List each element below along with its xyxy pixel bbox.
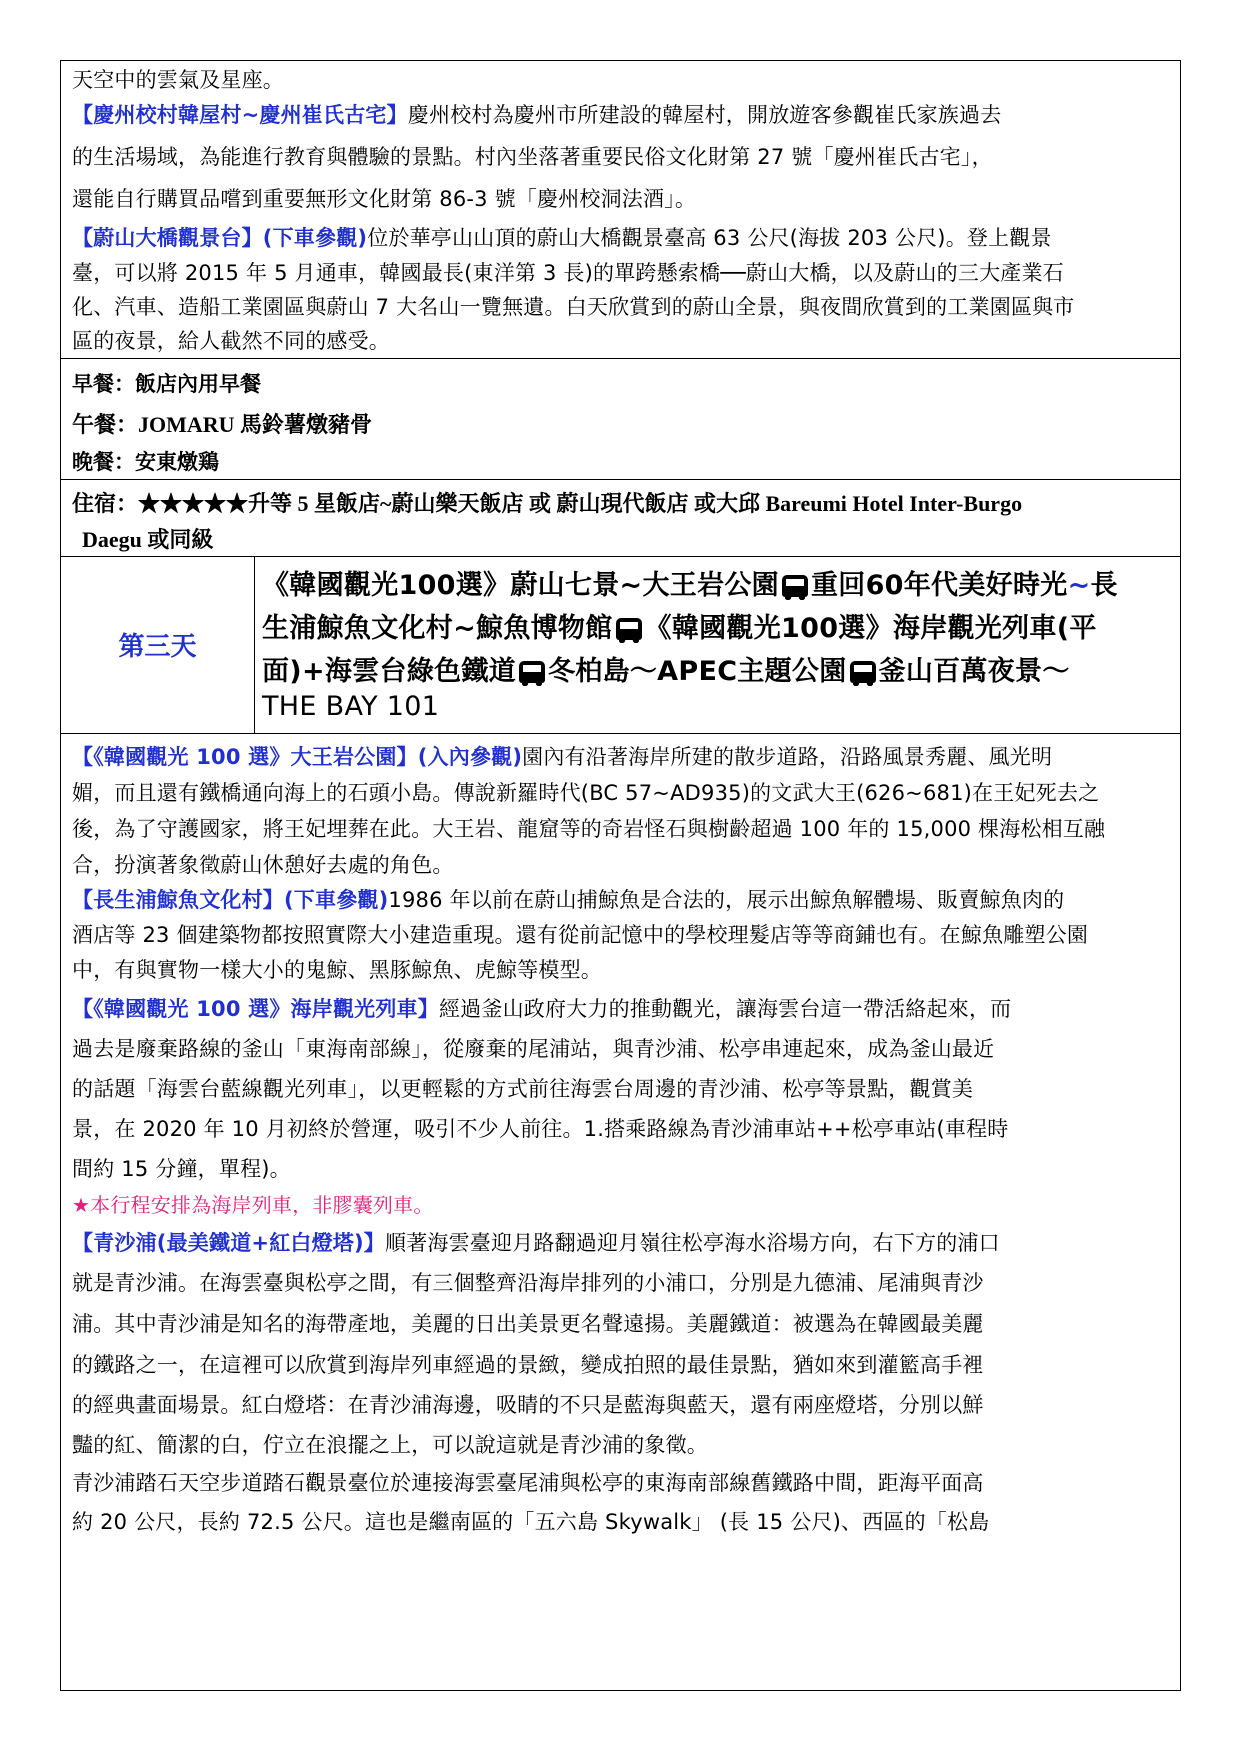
jangsaengpo-title: 【長生浦鯨魚文化村】(下車參觀) (72, 888, 389, 912)
text-line: 的經典畫面場景。紅白燈塔：在青沙浦海邊，吸睛的不只是藍海與藍天，還有兩座燈塔，分別以鮮 (72, 1393, 984, 1417)
bus-icon (519, 661, 545, 683)
bus-icon (782, 575, 808, 597)
cheongsapo-line-1 (72, 1227, 1172, 1257)
text-line: 的鐵路之一，在這裡可以欣賞到海岸列車經過的景緻，變成拍照的最佳景點，猶如來到灌籃高手裡 (72, 1353, 984, 1377)
gyeongju-line-1 (72, 99, 1172, 129)
heading-text: 生浦鯨魚文化村~鯨魚博物館 (262, 613, 613, 644)
text-line: 約 20 公尺，長約 72.5 公尺。這也是繼南區的「五六島 Skywalk」 (長 15 公尺)、西區的「松島 (72, 1510, 990, 1534)
day-label: 第三天 (118, 632, 197, 662)
row-divider (61, 479, 1180, 480)
coastal-train-note: ★本行程安排為海岸列車，非膠囊列車。 (72, 1193, 434, 1217)
text-line: 浦。其中青沙浦是知名的海帶產地，美麗的日出美景更名聲遠揚。美麗鐵道：被選為在韓國最美麗 (72, 1312, 984, 1336)
text-line: 中，有與實物一樣大小的鬼鯨、黑豚鯨魚、虎鯨等模型。 (72, 958, 602, 982)
ulsan-bridge-line-1 (72, 222, 1172, 252)
text-line: 化、汽車、造船工業園區與蔚山 7 大名山一覽無遺。白天欣賞到的蔚山全景，與夜間欣賞到的工業園區與市 (72, 295, 1075, 319)
row-divider (61, 556, 1180, 557)
ulsan-bridge-text: 位於華亭山山頂的蔚山大橋觀景臺高 63 公尺(海拔 203 公尺)。登上觀景 (367, 226, 1052, 250)
heading-text: 《韓國觀光100選》海岸觀光列車(平 (644, 613, 1097, 644)
jangsaengpo-text: 1986 年以前在蔚山捕鯨魚是合法的，展示出鯨魚解體場、販賣鯨魚肉的 (388, 888, 1065, 912)
text-line: 的話題「海雲台藍線觀光列車」，以更輕鬆的方式前往海雲台周邊的青沙浦、松亭等景點，觀賞美 (72, 1077, 974, 1101)
text-line: 天空中的雲氣及星座。 (72, 68, 284, 92)
text-line: 景，在 2020 年 10 月初終於營運，吸引不少人前往。1.搭乘路線為青沙浦車站++松亭車站(車程時 (72, 1117, 1009, 1141)
row-divider (61, 733, 1180, 734)
text-line: 過去是廢棄路線的釜山「東海南部線」，從廢棄的尾浦站，與青沙浦、松亭串連起來，成為釜山最近 (72, 1037, 995, 1061)
heading-text: 釜山百萬夜景～ (878, 656, 1070, 687)
daewangam-text: 園內有沿著海岸所建的散步道路，沿路風景秀麗、風光明 (522, 745, 1053, 769)
text-line: 酒店等 23 個建築物都按照實際大小建造重現。還有從前記憶中的學校理髮店等等商鋪也有。在鯨魚雕塑公園 (72, 923, 1089, 947)
heading-text: 冬柏島～APEC主題公園 (547, 656, 847, 687)
text-line: 區的夜景，給人截然不同的感受。 (72, 329, 390, 353)
text-line: 豔的紅、簡潔的白，佇立在浪擺之上，可以說這就是青沙浦的象徵。 (72, 1433, 708, 1457)
day3-heading-line-1 (262, 563, 1118, 602)
gyeongju-title: 【慶州校村韓屋村~慶州崔氏古宅】 (72, 103, 408, 127)
gyeongju-text: 慶州校村為慶州市所建設的韓屋村，開放遊客參觀崔氏家族過去 (407, 103, 1002, 127)
bus-icon (850, 661, 876, 683)
breakfast: 早餐：飯店內用早餐 (72, 372, 261, 396)
text-line: 合，扮演著象徵蔚山休憩好去處的角色。 (72, 853, 454, 877)
itinerary-table (60, 60, 1181, 1691)
heading-text: 重回60年代美好時光 (810, 570, 1068, 601)
text-line: 間約 15 分鐘，單程)。 (72, 1157, 291, 1181)
daewangam-title: 【《韓國觀光 100 選》大王岩公園】(入內參觀) (72, 745, 523, 769)
coastal-train-line-1 (72, 993, 1172, 1023)
text-line: 還能自行購買品嚐到重要無形文化財第 86-3 號「慶州校洞法酒」。 (72, 187, 697, 211)
text-line: 媚，而且還有鐵橋通向海上的石頭小島。傳說新羅時代(BC 57~AD935)的文武大王(626~681)在王妃死去之 (72, 781, 1100, 805)
text-line: 的生活場域，為能進行教育與體驗的景點。村內坐落著重要民俗文化財第 27 號「慶州崔氏古宅」， (72, 145, 993, 169)
cheongsapo-text: 順著海雲臺迎月路翻過迎月嶺往松亭海水浴場方向，右下方的浦口 (385, 1231, 1000, 1255)
lunch: 午餐：JOMARU 馬鈴薯燉豬骨 (72, 412, 373, 437)
coastal-train-text: 經過釜山政府大力的推動觀光，讓海雲台這一帶活絡起來，而 (438, 997, 1012, 1021)
column-divider (254, 556, 255, 733)
text-line: 臺，可以將 2015 年 5 月通車，韓國最長(東洋第 3 長)的單跨懸索橋──蔚山大橋，以及蔚山的三大產業石 (72, 261, 1064, 285)
heading-text: 面)+海雲台綠色鐵道 (262, 656, 516, 687)
day3-heading-line-4: THE BAY 101 (262, 691, 440, 722)
heading-text: 《韓國觀光100選》蔚山七景~大王岩公園 (262, 570, 779, 601)
dinner: 晚餐：安東燉鶏 (72, 450, 219, 474)
day3-heading-line-3 (262, 649, 1070, 688)
jangsaengpo-line-1 (72, 884, 1172, 914)
ulsan-bridge-title: 【蔚山大橋觀景台】(下車參觀) (72, 226, 368, 250)
bus-icon (616, 618, 642, 640)
day3-heading-line-2 (262, 606, 1097, 645)
text-line: 後，為了守護國家，將王妃埋葬在此。大王岩、龍窟等的奇岩怪石與樹齡超過 100 年的 15,000 棵海松相互融 (72, 817, 1106, 841)
heading-text: 長 (1090, 570, 1118, 601)
text-line: 就是青沙浦。在海雲臺與松亭之間，有三個整齊沿海岸排列的小浦口，分別是九德浦、尾浦與青沙 (72, 1271, 984, 1295)
row-divider (61, 358, 1180, 359)
text-line: 青沙浦踏石天空步道踏石觀景臺位於連接海雲臺尾浦與松亭的東海南部線舊鐵路中間，距海平面高 (72, 1471, 984, 1495)
hotel-line-1: 住宿：★★★★★升等 5 星飯店~蔚山樂天飯店 或 蔚山現代飯店 或大邱 Bareumi Hotel Inter-Burgo (72, 491, 1023, 516)
daewangam-line-1 (72, 741, 1172, 771)
heading-tilde: ~ (1067, 570, 1091, 601)
coastal-train-title: 【《韓國觀光 100 選》海岸觀光列車】 (72, 997, 439, 1021)
hotel-line-2: Daegu 或同級 (82, 527, 214, 552)
cheongsapo-title: 【青沙浦(最美鐵道+紅白燈塔)】 (72, 1231, 385, 1255)
